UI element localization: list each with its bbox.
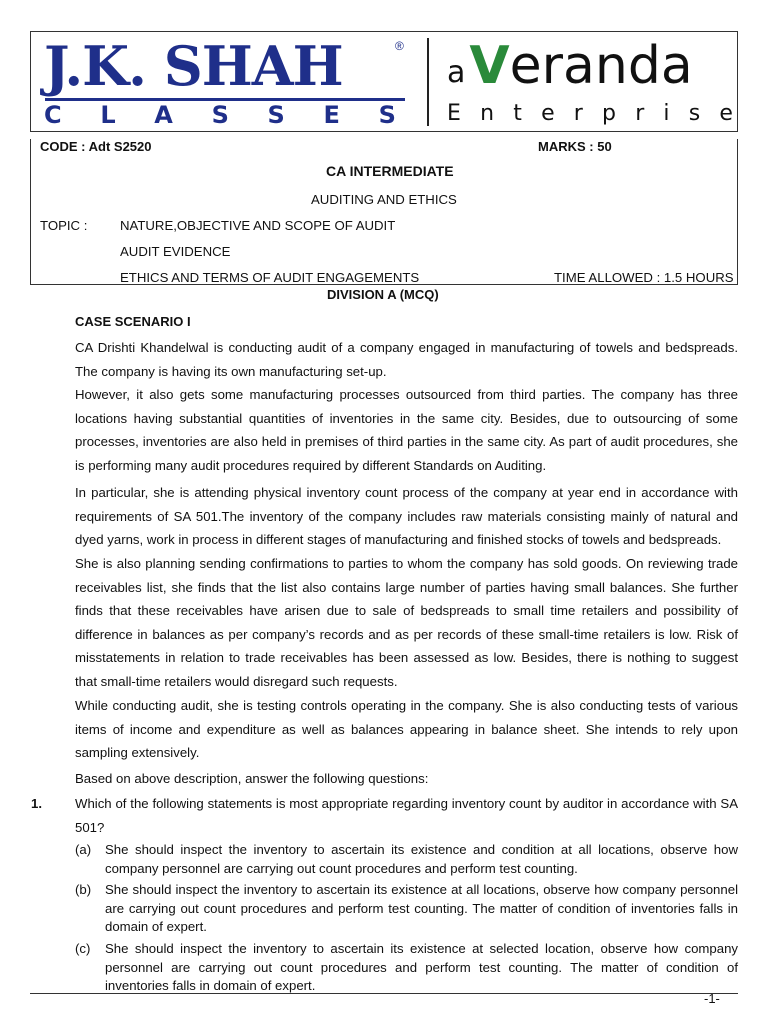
time-allowed: TIME ALLOWED : 1.5 HOURS <box>554 270 734 285</box>
question-text: Which of the following statements is most appropriate regarding inventory count by auditor in accordance with SA 501? <box>75 796 738 835</box>
exam-level: CA INTERMEDIATE <box>326 163 454 179</box>
veranda-logo-title <box>447 36 693 96</box>
logo-letter: A <box>154 101 173 129</box>
registered-mark: ® <box>395 39 404 53</box>
logo-letter: L <box>100 101 116 129</box>
topic-label: TOPIC : <box>40 218 88 233</box>
topic-item: ETHICS AND TERMS OF AUDIT ENGAGEMENTS <box>120 270 420 285</box>
case-paragraph: She is also planning sending confirmations to parties to whom the company has sold goods. On reviewing trade receivables list, she finds that the list also contains large number of parties having small balances. She further finds that these receivables have arisen due to sale of bedspreads to small time retailers and possibility of difference in balances as per company’s records and as per records of these small-time retailers is low. Risk of misstatements in relation to trade receivables has been assessed as low. Besides, there is nothing to suggest that small-time retailers would disregard such requests. <box>75 556 738 689</box>
page-number: -1- <box>704 991 720 1006</box>
jk-shah-logo-subtitle <box>44 102 396 128</box>
topic-item: AUDIT EVIDENCE <box>120 244 231 259</box>
subject: AUDITING AND ETHICS <box>311 192 457 207</box>
option-label: (c) <box>75 941 91 956</box>
option-label: (a) <box>75 842 92 857</box>
topic-item: NATURE,OBJECTIVE AND SCOPE OF AUDIT <box>120 218 396 233</box>
logo-letter: s <box>688 101 701 126</box>
header-banner <box>30 31 738 132</box>
logo-divider <box>427 38 429 126</box>
logo-letter: E <box>323 101 340 129</box>
case-paragraph: Based on above description, answer the following questions: <box>75 771 429 786</box>
logo-letter: E <box>447 101 461 126</box>
division-heading: DIVISION A (MCQ) <box>327 287 439 302</box>
logo-prefix: a <box>447 55 466 90</box>
case-paragraph: CA Drishti Khandelwal is conducting audit of a company engaged in manufacturing of towels and bedspreads. The company is having its own manufacturing set-up. <box>75 340 738 379</box>
case-paragraph: While conducting audit, she is testing controls operating in the company. She is also conducting tests of various items of income and expenditure as well as balances appearing in balance sheet. She intends to rely upon sampling extensively. <box>75 698 738 761</box>
logo-letter: r <box>635 101 645 126</box>
option-text: She should inspect the inventory to ascertain its existence and condition at all locations, observe how company personnel are carrying out count procedures and perform test counting. <box>105 842 738 876</box>
logo-word: eranda <box>509 36 693 96</box>
paper-code: CODE : Adt S2520 <box>40 139 152 154</box>
case-title: CASE SCENARIO I <box>75 314 191 329</box>
exam-meta-box <box>30 139 738 285</box>
logo-letter: S <box>211 101 229 129</box>
option-text: She should inspect the inventory to ascertain its existence at selected location, observe how company personnel are carrying out count procedures and perform test counting. The matter of condition of inventories falls in domain of expert. <box>105 941 738 994</box>
case-paragraph: In particular, she is attending physical inventory count process of the company at year end in accordance with requirements of SA 501.The inventory of the company includes raw materials consisting mainly of natural and dyed yarns, work in process in different stages of manufacturing and finished stocks of towels and bedspreads. <box>75 485 738 548</box>
logo-letter: t <box>513 101 522 126</box>
logo-letter: p <box>602 101 616 126</box>
logo-letter: e <box>541 101 555 126</box>
logo-letter: i <box>663 101 670 126</box>
logo-letter: S <box>267 101 285 129</box>
jk-shah-logo-title: J.K. SHAH <box>44 34 343 98</box>
logo-letter: n <box>480 101 495 126</box>
veranda-logo-subtitle <box>447 102 733 126</box>
logo-letter: r <box>573 101 583 126</box>
leaf-v-icon: V <box>469 36 510 96</box>
marks: MARKS : 50 <box>538 139 612 154</box>
option-text: She should inspect the inventory to ascertain its existence at all locations, observe how company personnel are carrying out count procedures and perform test counting. The matter of condition of inventories falls in domain of expert. <box>105 882 738 935</box>
footer-rule <box>30 993 738 994</box>
question-number: 1. <box>31 796 42 811</box>
option-label: (b) <box>75 882 92 897</box>
logo-letter: C <box>44 101 62 129</box>
logo-letter: S <box>378 101 396 129</box>
logo-letter: e <box>719 101 733 126</box>
case-paragraph: However, it also gets some manufacturing processes outsourced from third parties. The company has three locations having substantial quantities of inventories in the same city. Besides, due to outsourcing of some processes, inventories are also held in premises of third parties in the same city. As part of audit procedures, she is performing many audit procedures required by different Standards on Auditing. <box>75 387 738 473</box>
